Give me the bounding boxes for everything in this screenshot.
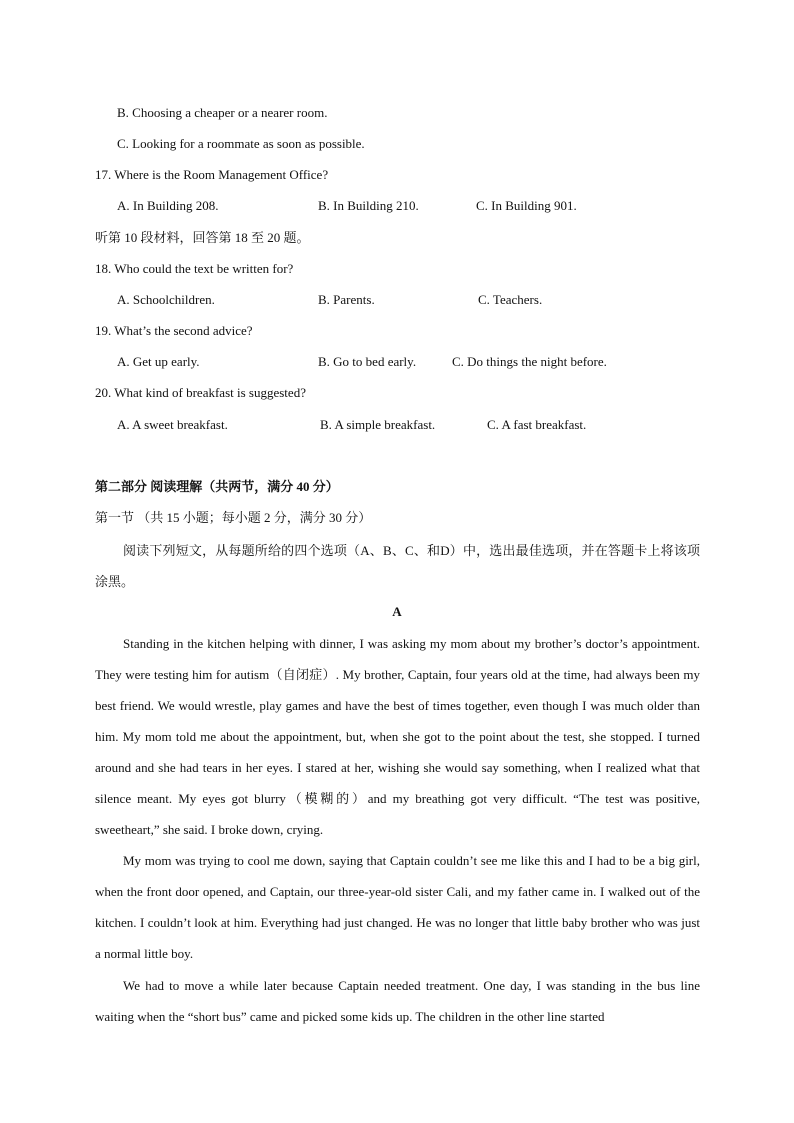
- section-instruction-10: 听第 10 段材料，回答第 18 至 20 题。: [95, 230, 310, 245]
- q19-option-c: C. Do things the night before.: [452, 354, 607, 369]
- q18-question: 18. Who could the text be written for?: [95, 261, 294, 276]
- q16-option-b: B. Choosing a cheaper or a nearer room.: [117, 105, 328, 120]
- q18-option-a: A. Schoolchildren.: [117, 292, 215, 307]
- q20-option-b: B. A simple breakfast.: [320, 417, 436, 432]
- q19-option-a: A. Get up early.: [117, 354, 200, 369]
- q17-option-c: C. In Building 901.: [476, 198, 577, 213]
- passage-paragraph-3: We had to move a while later because Captain needed treatment. One day, I was standing in the bus line waiting when the “short bus” came and picked some kids up. The children in the other line started: [95, 978, 700, 1024]
- reading-directions: 阅读下列短文，从每题所给的四个选项（A、B、C、和D）中，选出最佳选项，并在答题卡上将该项涂黑。: [95, 543, 700, 589]
- q20-option-a: A. A sweet breakfast.: [117, 417, 228, 432]
- passage-paragraph-2: My mom was trying to cool me down, saying that Captain couldn’t see me like this and I had to be a big girl, when the front door opened, and Captain, our three-year-old sister Cali, and my father came in. I walked out of the kitchen. I couldn’t look at him. Everything had just changed. He was no longer that little baby brother who was just a normal little boy.: [95, 853, 700, 961]
- section-title: 第一节 （共 15 小题；每小题 2 分，满分 30 分）: [95, 510, 372, 525]
- q20-question: 20. What kind of breakfast is suggested?: [95, 385, 306, 400]
- q17-option-a: A. In Building 208.: [117, 198, 219, 213]
- q16-option-c: C. Looking for a roommate as soon as possible.: [117, 136, 365, 151]
- passage-paragraph-1: Standing in the kitchen helping with dinner, I was asking my mom about my brother’s doctor’s appointment. They were testing him for autism（自闭症）. My brother, Captain, four years old at the time, had always been my best friend. We would wrestle, play games and have the best of times together, even though I was much older than him. My mom told me about the appointment, but, when she got to the point about the test, she stopped. I turned around and she had tears in her eyes. I stared at her, wishing she would say something, when I realized what that silence meant. My eyes got blurry（模糊的）and my breathing got very difficult. “The test was positive, sweetheart,” she said. I broke down, crying.: [95, 636, 700, 837]
- part-title: 第二部分 阅读理解（共两节，满分 40 分）: [95, 479, 339, 494]
- q18-option-c: C. Teachers.: [478, 292, 543, 307]
- q17-option-b: B. In Building 210.: [318, 198, 419, 213]
- q17-question: 17. Where is the Room Management Office?: [95, 167, 329, 182]
- q20-option-c: C. A fast breakfast.: [487, 417, 587, 432]
- q18-option-b: B. Parents.: [318, 292, 375, 307]
- q19-option-b: B. Go to bed early.: [318, 354, 417, 369]
- q19-question: 19. What’s the second advice?: [95, 323, 253, 338]
- passage-label: A: [392, 604, 402, 619]
